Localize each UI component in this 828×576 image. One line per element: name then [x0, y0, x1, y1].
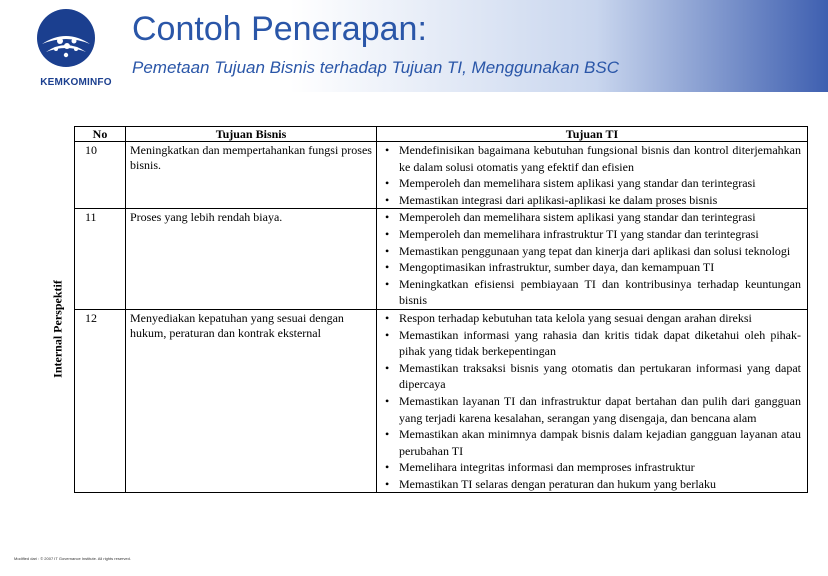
- slide-subtitle: Pemetaan Tujuan Bisnis terhadap Tujuan TI, Menggunakan BSC: [132, 58, 619, 77]
- copyright-footer: Modified dari : © 2007 IT Governance Institute. All rights reserved.: [14, 556, 131, 561]
- business-goal: Meningkatkan dan mempertahankan fungsi proses bisnis.: [126, 142, 377, 209]
- slide-header: [0, 0, 828, 92]
- it-goal-list: [381, 310, 801, 493]
- it-goals: [377, 209, 808, 310]
- it-goals: [377, 309, 808, 493]
- header-no: No: [75, 127, 126, 142]
- kemkominfo-logo: [22, 6, 112, 90]
- list-item: • Memastikan penggunaan yang tepat dan kinerja dari aplikasi dan solusi teknologi: [399, 243, 801, 260]
- table-row: [75, 209, 808, 310]
- perspective-label: [42, 126, 74, 531]
- row-no: 10: [75, 142, 126, 209]
- list-item: • Mengoptimasikan infrastruktur, sumber daya, dan kemampuan TI: [399, 259, 801, 276]
- header-it-goal: Tujuan TI: [377, 127, 808, 142]
- business-goal: Proses yang lebih rendah biaya.: [126, 209, 377, 310]
- list-item: • Memastikan TI selaras dengan peraturan dan hukum yang berlaku: [399, 476, 801, 493]
- list-item: • Memastikan traksaksi bisnis yang otomatis dan pertukaran informasi yang dapat dipercaya: [399, 360, 801, 393]
- list-item: • Memastikan integrasi dari aplikasi-aplikasi ke dalam proses bisnis: [399, 192, 801, 209]
- table-header-row: [75, 127, 808, 142]
- list-item: • Memastikan informasi yang rahasia dan kritis tidak dapat diketahui oleh pihak-pihak yang tidak berkepentingan: [399, 327, 801, 360]
- row-no: 11: [75, 209, 126, 310]
- table-row: [75, 309, 808, 493]
- business-goal: Menyediakan kepatuhan yang sesuai dengan hukum, peraturan dan kontrak eksternal: [126, 309, 377, 493]
- list-item: • Meningkatkan efisiensi pembiayaan TI dan kontribusinya terhadap keuntungan bisnis: [399, 276, 801, 309]
- list-item: • Mendefinisikan bagaimana kebutuhan fungsional bisnis dan kontrol diterjemahkan ke dalam solusi otomatis yang efektif dan efisien: [399, 142, 801, 175]
- list-item: • Memastikan layanan TI dan infrastruktur dapat bertahan dan pulih dari gangguan yang terjadi karena kesalahan, serangan yang disengaja, dan bencana alam: [399, 393, 801, 426]
- kominfo-emblem-icon: [36, 8, 96, 68]
- list-item: • Memperoleh dan memelihara infrastruktur TI yang standar dan terintegrasi: [399, 226, 801, 243]
- slide-title: Contoh Penerapan:: [132, 10, 427, 48]
- it-goal-list: [381, 209, 801, 309]
- row-no: 12: [75, 309, 126, 493]
- perspective-label-text: Internal Perspektif: [50, 279, 65, 378]
- it-goal-list: [381, 142, 801, 208]
- table-row: [75, 142, 808, 209]
- list-item: • Memastikan akan minimnya dampak bisnis dalam kejadian gangguan layanan atau perubahan TI: [399, 426, 801, 459]
- list-item: • Memperoleh dan memelihara sistem aplikasi yang standar dan terintegrasi: [399, 209, 801, 226]
- list-item: • Memperoleh dan memelihara sistem aplikasi yang standar dan terintegrasi: [399, 175, 801, 192]
- list-item: • Memelihara integritas informasi dan memproses infrastruktur: [399, 459, 801, 476]
- logo-text: KEMKOMINFO: [40, 77, 112, 88]
- mapping-table: [74, 126, 808, 493]
- it-goals: [377, 142, 808, 209]
- list-item: • Respon terhadap kebutuhan tata kelola yang sesuai dengan arahan direksi: [399, 310, 801, 327]
- header-business-goal: Tujuan Bisnis: [126, 127, 377, 142]
